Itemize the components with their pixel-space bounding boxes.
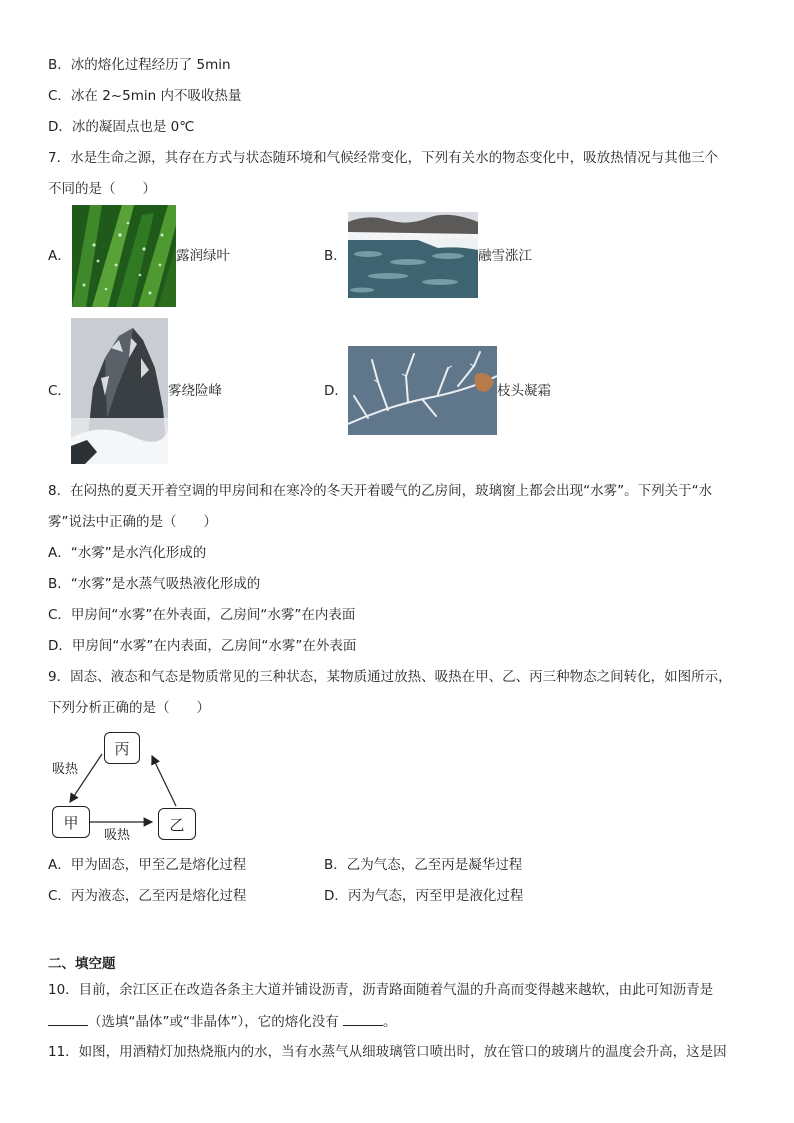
q7-option-a-caption: 露润绿叶 (176, 248, 230, 264)
node-bing: 丙 (104, 732, 140, 764)
q8-option-a: A．“水雾”是水汽化形成的 (48, 545, 207, 561)
q7-option-b-caption: 融雪涨江 (478, 248, 532, 264)
q10-blank-1[interactable] (48, 1012, 88, 1026)
q9-option-a: A．甲为固态，甲至乙是熔化过程 (48, 857, 247, 873)
q8-stem-line1: 8．在闷热的夏天开着空调的甲房间和在寒冷的冬天开着暖气的乙房间，玻璃窗上都会出现“水雾”。下列关于“水 (48, 483, 713, 499)
q7-stem-line1: 7．水是生命之源，其存在方式与状态随环境和气候经常变化，下列有关水的物态变化中，吸放热情况与其他三个 (48, 150, 719, 166)
q10-line2 (48, 1012, 397, 1031)
foggy-peak-image (71, 318, 168, 464)
q9-option-c: C．丙为液态，乙至丙是熔化过程 (48, 888, 247, 904)
node-yi: 乙 (158, 808, 196, 840)
q9-option-b: B．乙为气态，乙至丙是凝华过程 (324, 857, 523, 873)
q8-option-d: D．甲房间“水雾”在内表面，乙房间“水雾”在外表面 (48, 638, 357, 654)
q8-option-c: C．甲房间“水雾”在外表面，乙房间“水雾”在内表面 (48, 607, 356, 623)
q6-option-c: C．冰在 2~5min 内不吸收热量 (48, 88, 242, 104)
q8-stem-line2: 雾”说法中正确的是（ ） (48, 514, 217, 530)
q9-stem-line1: 9．固态、液态和气态是物质常见的三种状态，某物质通过放热、吸热在甲、乙、丙三种物态之间转化，如图所示， (48, 669, 732, 685)
q6-option-d: D．冰的凝固点也是 0℃ (48, 119, 195, 135)
q10-line1: 10．目前，余江区正在改造各条主大道并铺设沥青，沥青路面随着气温的升高而变得越来越软，由此可知沥青是 (48, 982, 714, 998)
q6-option-b: B．冰的熔化过程经历了 5min (48, 57, 231, 73)
q11-line1: 11．如图，用酒精灯加热烧瓶内的水，当有水蒸气从细玻璃管口喷出时，放在管口的玻璃片的温度会升高，这是因 (48, 1044, 727, 1060)
frost-branch-image (348, 346, 497, 435)
section-fill-in-title: 二、填空题 (48, 956, 116, 972)
q8-option-b: B．“水雾”是水蒸气吸热液化形成的 (48, 576, 261, 592)
q7-option-b-letter: B． (324, 248, 347, 264)
snow-river-image (348, 212, 478, 298)
q7-stem-line2: 不同的是（ ） (48, 181, 156, 197)
q7-option-c-letter: C． (48, 383, 71, 399)
q9-stem-line2: 下列分析正确的是（ ） (48, 700, 210, 716)
q10-blank-2[interactable] (343, 1012, 383, 1026)
q7-option-c-caption: 雾绕险峰 (168, 383, 222, 399)
q10-text-part1: （选填“晶体”或“非晶体”），它的熔化没有 (88, 1014, 339, 1030)
label-absorb-heat-left: 吸热 (52, 762, 79, 777)
q7-option-d-letter: D． (324, 383, 348, 399)
q9-option-d: D．丙为气态，丙至甲是液化过程 (324, 888, 524, 904)
state-transition-diagram (48, 730, 208, 843)
q7-option-d-caption: 枝头凝霜 (497, 383, 551, 399)
dew-leaves-image (72, 205, 176, 307)
node-jia: 甲 (52, 806, 90, 838)
label-absorb-heat-bottom: 吸热 (104, 828, 131, 843)
q7-option-a-letter: A． (48, 248, 71, 264)
q10-text-part2: 。 (383, 1014, 397, 1030)
